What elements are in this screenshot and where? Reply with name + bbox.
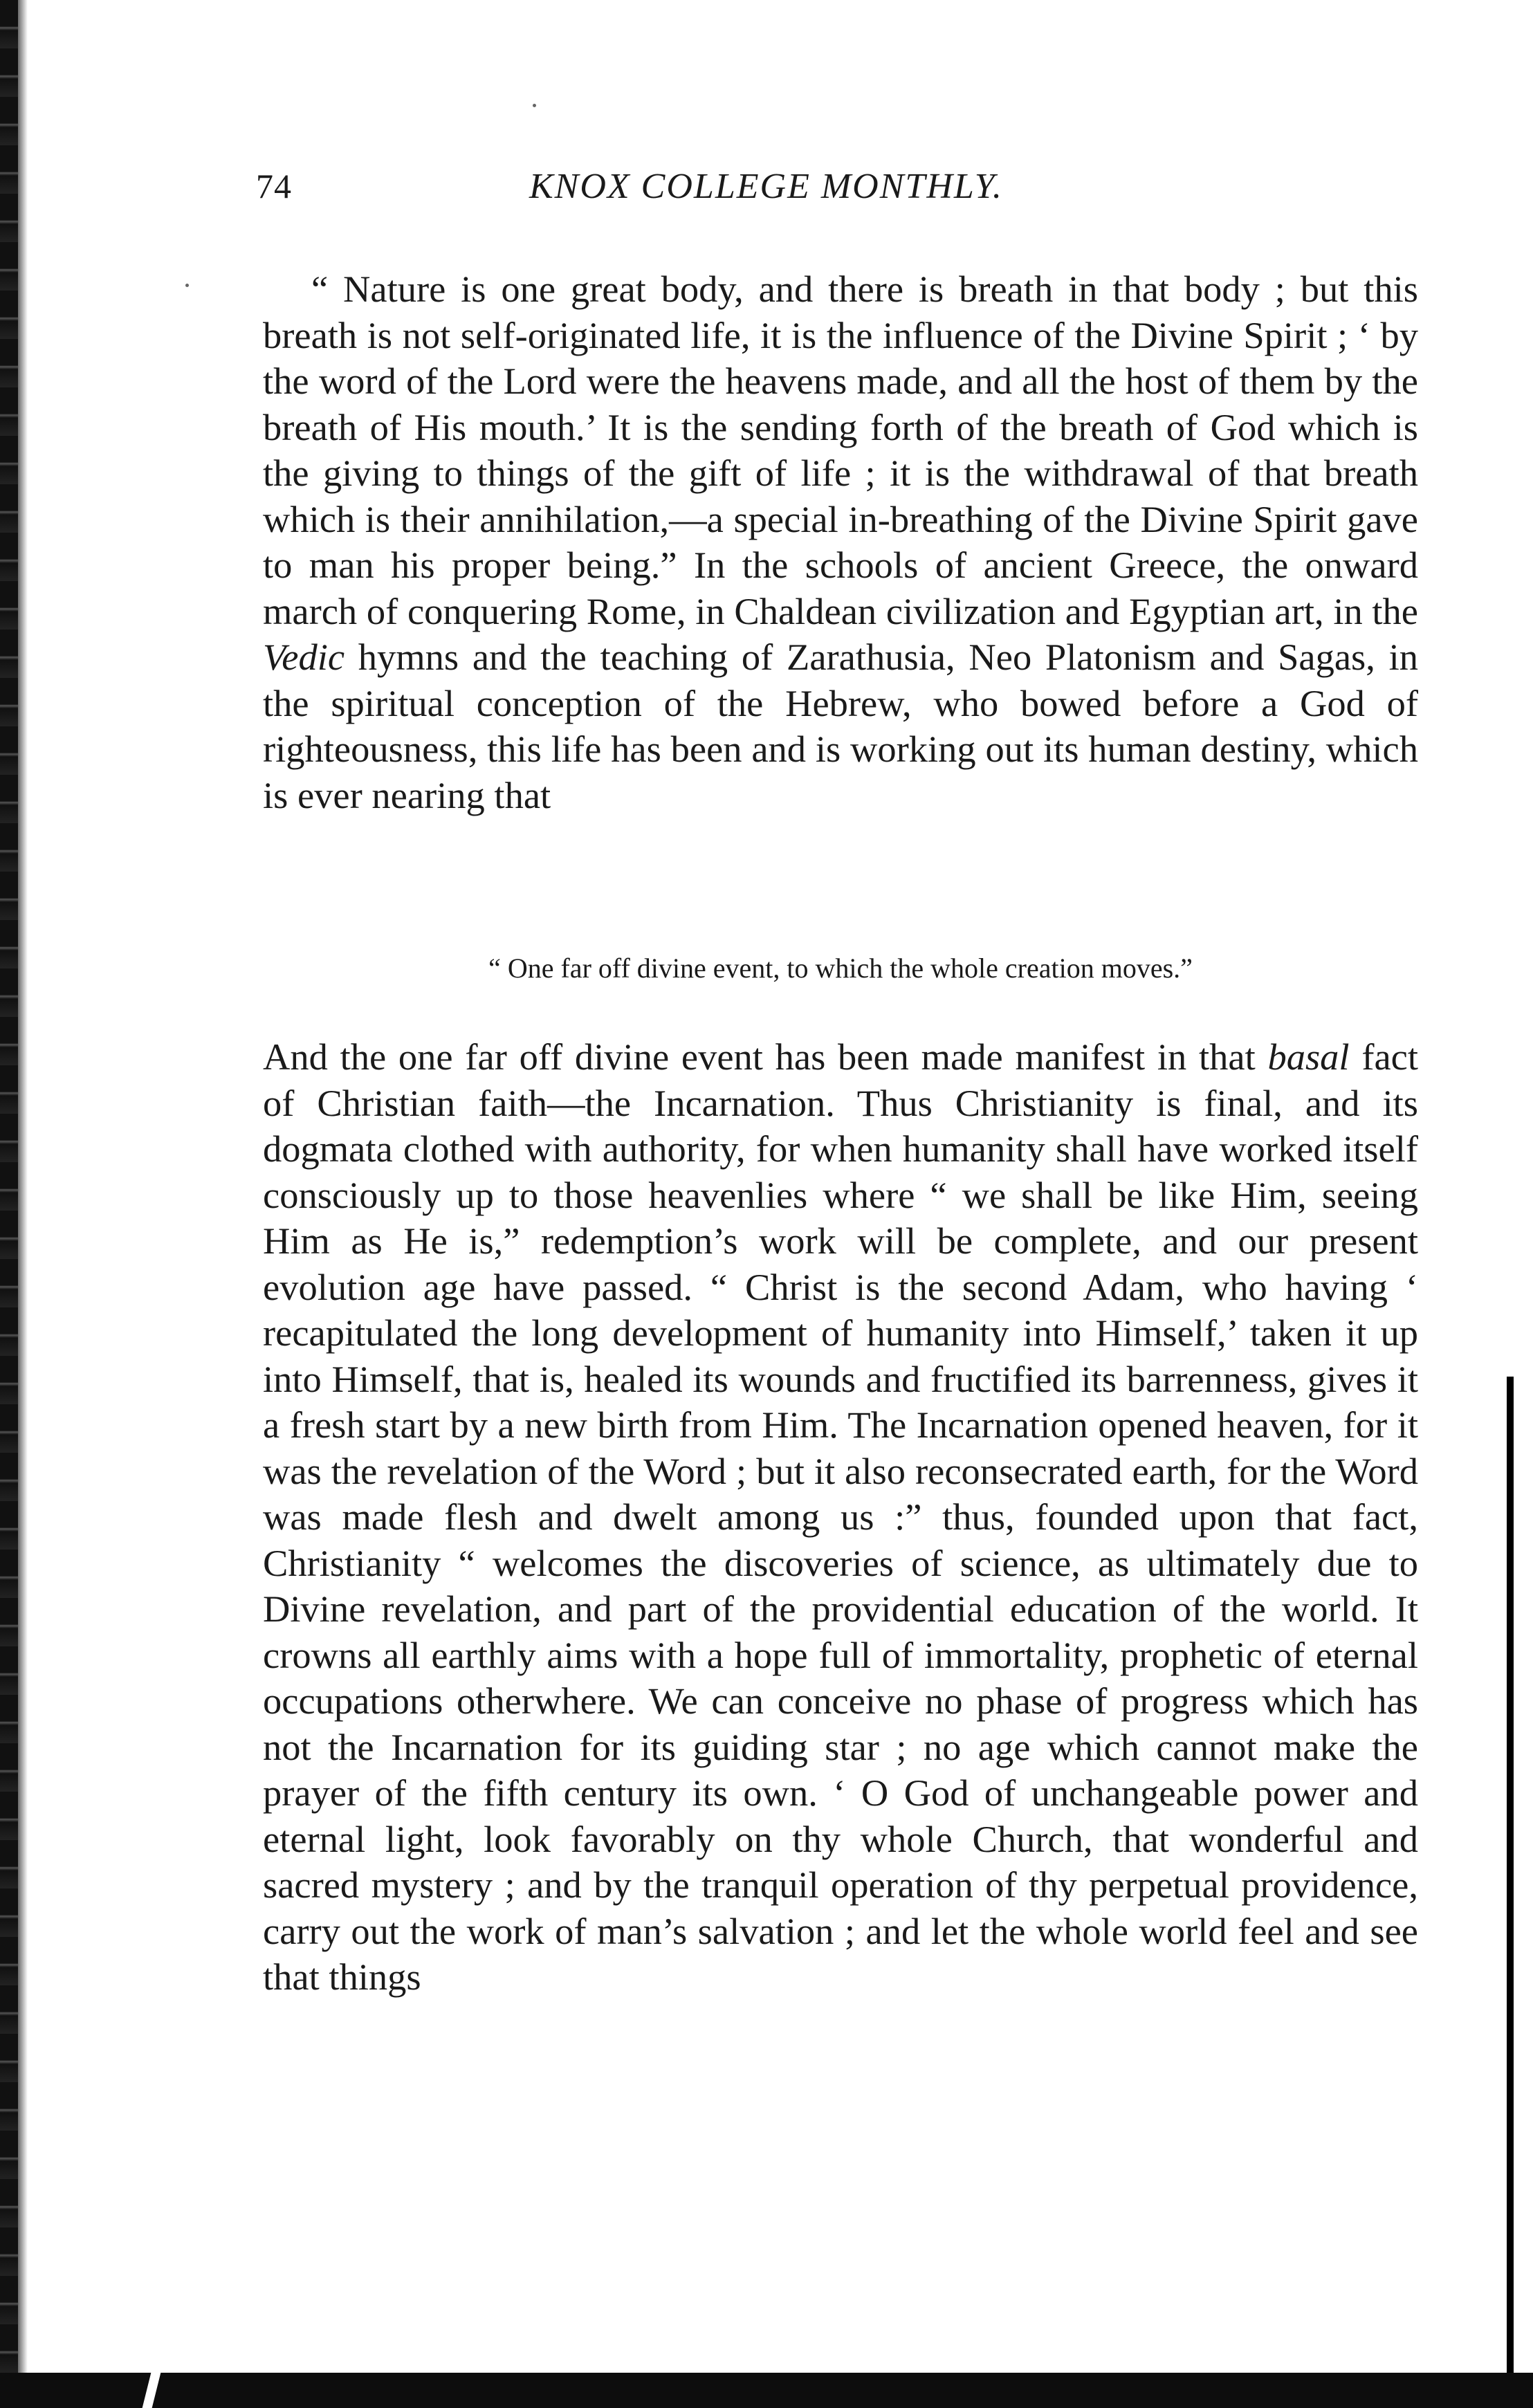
paragraph-2-text-continued: fact of Christian faith—the Incarnation. Thus Christianity is final, and its dogmata clothed with authority, for when humanity shall have worked itself consciously up to those heavenlies where “ we shall be like Him, seeing Him as He is,” redemption’s work will be complete, and our present evolution age have passed. “ Christ is the second Adam, who having ‘ recapitulated the long development of humanity into Himself,’ taken it up into Himself, that is, healed its wounds and fructified its barrenness, gives it a fresh start by a new birth from Him. The Incarnation opened heaven, for it was the revelation of the Word ; but it also reconsecrated earth, for the Word was made flesh and dwelt among us :” thus, founded upon that fact, Christianity “ welcomes the discoveries of science, as ultimately due to Divine revelation, and part of the providential education of the world. It crowns all earthly aims with a hope full of immortality, prophetic of eternal occupations otherwhere. We can conceive no phase of progress which has not the Incarnation for its guiding star ; no age which cannot make the prayer of the fifth century its own. ‘ O God of unchangeable power and eternal light, look favorably on thy whole Church, that wonderful and sacred mystery ; and by the tranquil operation of thy perpetual providence, carry out the work of man’s salvation ; and let the whole world feel and see that things	[263, 1036, 1418, 1998]
paragraph-1-text: “ Nature is one great body, and there is breath in that body ; but this breath is not self-originated life, it is the influence of the Divine Spirit ; ‘ by the word of the Lord were the heavens made, and all the host of them by the breath of His mouth.’ It is the sending forth of the breath of God which is the giving to things of the gift of life ; it is the withdrawal of that breath which is their annihilation,—a special in-breathing of the Divine Spirit gave to man his proper being.” In the schools of ancient Greece, the onward march of conquering Rome, in Chaldean civilization and Egyptian art, in the	[263, 268, 1418, 632]
binding-shadow	[18, 0, 28, 2408]
paragraph-2-italic: basal	[1267, 1036, 1350, 1078]
paragraph-2	[263, 1034, 1418, 2001]
binding-edge	[0, 0, 18, 2408]
paragraph-2-text: And the one far off divine event has been made manifest in that	[263, 1036, 1268, 1078]
paragraph-1-italic: Vedic	[263, 636, 345, 678]
page-number: 74	[256, 167, 292, 205]
scan-speck	[185, 284, 189, 287]
scan-bottom-bar	[0, 2373, 1533, 2408]
verse-quotation: “ One far off divine event, to which the whole creation moves.”	[488, 953, 1193, 984]
running-head: KNOX COLLEGE MONTHLY.	[529, 167, 1003, 206]
page-header	[256, 166, 1432, 228]
scan-speck	[533, 104, 536, 107]
page-edge-line	[1507, 1377, 1514, 2387]
paragraph-1	[263, 266, 1418, 818]
paragraph-1-text-continued: hymns and the teaching of Zarathusia, Neo Platonism and Sagas, in the spiritual conception of the Hebrew, who bowed before a God of righteousness, this life has been and is working out its human destiny, which is ever nearing that	[263, 636, 1418, 816]
